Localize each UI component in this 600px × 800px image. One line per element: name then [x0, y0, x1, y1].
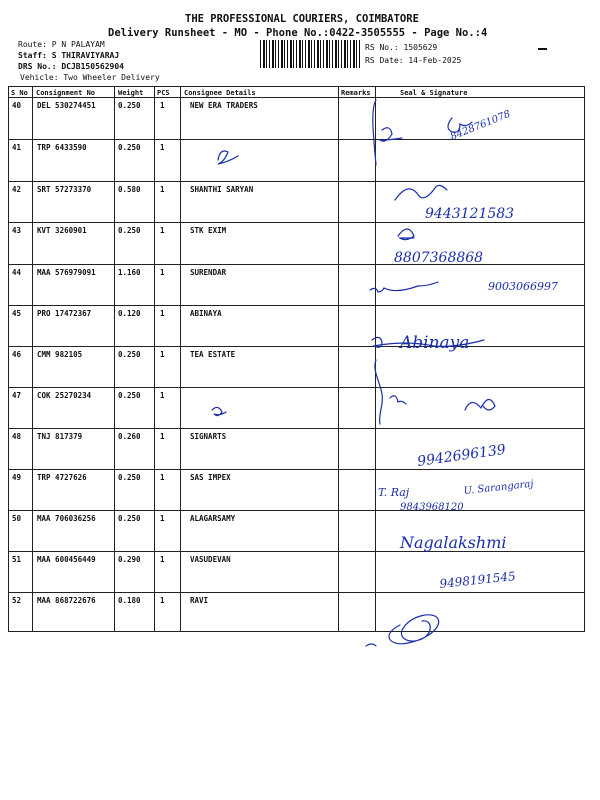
row-weight: 0.250 [118, 226, 141, 235]
row-consignment: TRP 6433590 [37, 143, 87, 152]
handwritten-phone: 9498191545 [438, 569, 517, 591]
signature-mark [375, 360, 383, 424]
route-label: Route: P N PALAYAM [18, 40, 105, 49]
handwritten-phone: 9942696139 [416, 441, 507, 470]
row-consignee: STK EXIM [190, 226, 227, 235]
row-consignee: VASUDEVAN [190, 555, 231, 564]
row-weight: 0.120 [118, 309, 141, 318]
header-consignee: Consignee Details [184, 89, 256, 97]
runsheet-subtitle: Delivery Runsheet - MO - Phone No.:0422-3505555 - Page No.:4 [108, 27, 488, 39]
row-sno: 43 [12, 226, 22, 235]
handwritten-name: Nagalakshmi [400, 533, 507, 552]
row-sno: 46 [12, 350, 22, 359]
row-pcs: 1 [160, 596, 165, 605]
row-sno: 40 [12, 101, 22, 110]
row-pcs: 1 [160, 143, 165, 152]
row-pcs: 1 [160, 309, 165, 318]
rs-number: RS No.: 1505629 [365, 43, 438, 52]
row-consignee: RAVI [190, 596, 209, 605]
row-consignment: TRP 4727626 [37, 473, 87, 482]
handwritten-phone: 9843968120 [400, 502, 464, 513]
handwritten-name: T. Raj [378, 486, 410, 499]
staff-label: Staff: S THIRAVIYARAJ [18, 51, 120, 60]
row-sno: 42 [12, 185, 22, 194]
row-consignment: DEL 530274451 [37, 101, 96, 110]
signature-mark [395, 185, 447, 200]
row-sno: 45 [12, 309, 22, 318]
row-weight: 0.580 [118, 185, 141, 194]
handwritten-phone: 9443121583 [425, 206, 515, 222]
row-pcs: 1 [160, 268, 165, 277]
signature-mark [390, 396, 406, 404]
row-consignment: TNJ 817379 [37, 432, 83, 441]
row-consignment: MAA 600456449 [37, 555, 96, 564]
row-weight: 0.260 [118, 432, 141, 441]
row-sno: 52 [12, 596, 22, 605]
row-sno: 51 [12, 555, 22, 564]
signature-mark [370, 282, 438, 292]
row-consignment: MAA 706036256 [37, 514, 96, 523]
row-sno: 50 [12, 514, 22, 523]
row-consignment: PRO 17472367 [37, 309, 92, 318]
row-weight: 0.250 [118, 514, 141, 523]
signature-mark [366, 644, 376, 646]
row-consignment: MAA 576979091 [37, 268, 96, 277]
row-sno: 48 [12, 432, 22, 441]
header-pcs: PCS [157, 89, 170, 97]
row-consignee: TEA ESTATE [190, 350, 236, 359]
row-sno: 44 [12, 268, 22, 277]
signature-mark [212, 407, 226, 415]
row-consignment: COK 25270234 [37, 391, 92, 400]
handwritten-note: U. Sarangaraj [463, 478, 535, 497]
row-weight: 0.250 [118, 473, 141, 482]
row-weight: 0.250 [118, 391, 141, 400]
row-weight: 1.160 [118, 268, 141, 277]
row-pcs: 1 [160, 101, 165, 110]
signature-mark [398, 229, 414, 240]
drs-number: DRS No.: DCJB150562904 [18, 62, 124, 71]
row-consignment: MAA 868722676 [37, 596, 96, 605]
row-consignee: SAS IMPEX [190, 473, 231, 482]
company-title: THE PROFESSIONAL COURIERS, COIMBATORE [185, 13, 419, 25]
header-sno: S No [11, 89, 28, 97]
row-consignee: NEW ERA TRADERS [190, 101, 258, 110]
handwritten-name: Abinaya [400, 333, 470, 353]
row-pcs: 1 [160, 432, 165, 441]
row-sno: 47 [12, 391, 22, 400]
row-weight: 0.250 [118, 350, 141, 359]
row-weight: 0.250 [118, 143, 141, 152]
row-weight: 0.250 [118, 101, 141, 110]
handwritten-phone: 8807368868 [394, 250, 484, 266]
row-weight: 0.290 [118, 555, 141, 564]
row-pcs: 1 [160, 185, 165, 194]
header-remarks: Remarks [341, 89, 371, 97]
signature-mark [465, 399, 495, 410]
row-pcs: 1 [160, 514, 165, 523]
signature-mark [389, 615, 439, 644]
row-consignee: SHANTHI SARYAN [190, 185, 254, 194]
row-pcs: 1 [160, 350, 165, 359]
row-pcs: 1 [160, 555, 165, 564]
row-pcs: 1 [160, 226, 165, 235]
row-consignment: KVT 3260901 [37, 226, 87, 235]
row-consignee: ABINAYA [190, 309, 222, 318]
vehicle-label: Vehicle: Two Wheeler Delivery [20, 73, 160, 82]
rs-date: RS Date: 14-Feb-2025 [365, 56, 462, 65]
row-consignee: SIGNARTS [190, 432, 227, 441]
row-consignment: CMM 982105 [37, 350, 83, 359]
row-sno: 41 [12, 143, 22, 152]
row-sno: 49 [12, 473, 22, 482]
row-weight: 0.180 [118, 596, 141, 605]
handwritten-phone: 8428761078 [449, 108, 513, 143]
header-consignment: Consignment No [36, 89, 96, 97]
signature-mark [373, 100, 376, 165]
signature-mark [380, 128, 402, 141]
row-consignee: ALAGARSAMY [190, 514, 236, 523]
header-weight: Weight [118, 89, 144, 97]
row-consignment: SRT 57273370 [37, 185, 92, 194]
handwritten-phone: 9003066997 [488, 280, 558, 293]
signature-mark [218, 151, 238, 164]
row-consignee: SURENDAR [190, 268, 227, 277]
row-pcs: 1 [160, 391, 165, 400]
row-pcs: 1 [160, 473, 165, 482]
header-seal: Seal & Signature [400, 89, 468, 97]
